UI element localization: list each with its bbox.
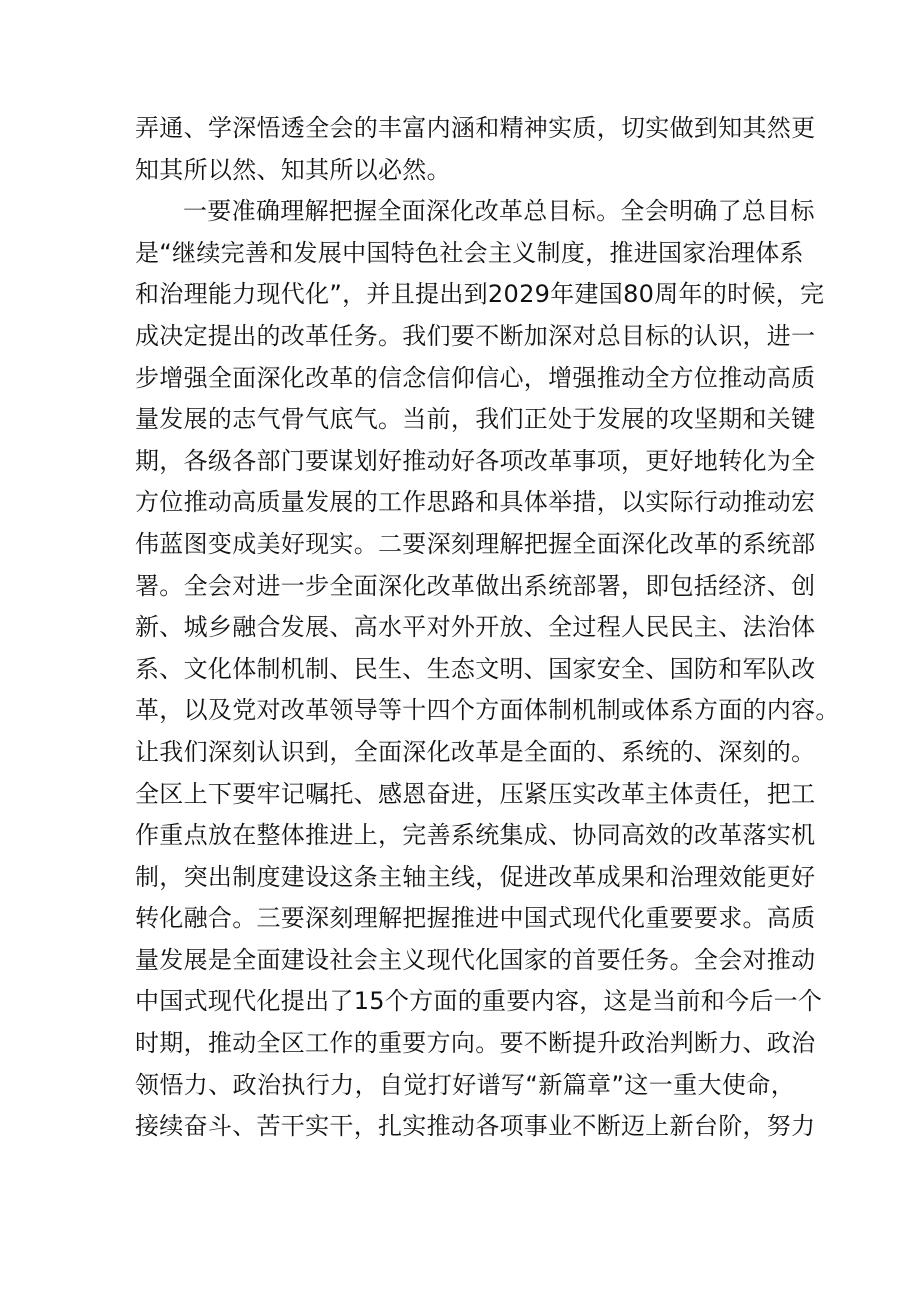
text-line: 方位推动高质量发展的工作思路和具体举措，以实际行动推动宏 [135, 488, 816, 517]
text-line: 量发展的志气骨气底气。当前，我们正处于发展的攻坚期和关键 [135, 405, 816, 434]
text-line: 全区上下要牢记嘱托、感恩奋进，压紧压实改革主体责任，把工 [135, 779, 816, 808]
paragraph-start-line: 一要准确理解把握全面深化改革总目标。全会明确了总目标 [183, 197, 815, 226]
text-line: 弄通、学深悟透全会的丰富内涵和精神实质，切实做到知其然更 [135, 114, 816, 142]
text-line: 量发展是全面建设社会主义现代化国家的首要任务。全会对推动 [135, 945, 816, 974]
text-line: 步增强全面深化改革的信念信仰信心，增强推动全方位推动高质 [135, 363, 816, 392]
body-text [135, 108, 840, 1148]
text-line: 伟蓝图变成美好现实。二要深刻理解把握全面深化改革的系统部 [135, 529, 816, 558]
text-line: 作重点放在整体推进上，完善系统集成、协同高效的改革落实机 [135, 821, 816, 850]
text-line: 是“继续完善和发展中国特色社会主义制度，推进国家治理体系 [135, 238, 804, 267]
text-line: 转化融合。三要深刻理解把握推进中国式现代化重要要求。高质 [135, 904, 816, 933]
text-line: 成决定提出的改革任务。我们要不断加深对总目标的认识，进一 [135, 321, 816, 350]
text-line: 知其所以然、知其所以必然。 [135, 155, 451, 184]
text-line: 领悟力、政治执行力，自觉打好谱写“新篇章”这一重大使命， [135, 1070, 795, 1099]
text-line: 让我们深刻认识到，全面深化改革是全面的、系统的、深刻的。 [135, 737, 816, 766]
text-line: 署。全会对进一步全面深化改革做出系统部署，即包括经济、创 [135, 571, 816, 600]
text-line: 革，以及党对改革领导等十四个方面体制机制或体系方面的内容。 [135, 696, 840, 725]
text-line: 接续奋斗、苦干实干，扎实推动各项事业不断迈上新台阶，努力 [135, 1112, 816, 1141]
text-line: 中国式现代化提出了15个方面的重要内容，这是当前和今后一个 [135, 987, 823, 1016]
text-line: 时期，推动全区工作的重要方向。要不断提升政治判断力、政治 [135, 1029, 816, 1058]
text-line: 新、城乡融合发展、高水平对外开放、全过程人民民主、法治体 [135, 613, 816, 642]
text-line: 系、文化体制机制、民生、生态文明、国家安全、国防和军队改 [135, 654, 816, 683]
text-line: 制，突出制度建设这条主轴主线，促进改革成果和治理效能更好 [135, 862, 816, 891]
text-line: 和治理能力现代化”，并且提出到2029年建国80周年的时候，完 [135, 280, 825, 309]
text-line: 期，各级各部门要谋划好推动好各项改革事项，更好地转化为全 [135, 446, 816, 475]
